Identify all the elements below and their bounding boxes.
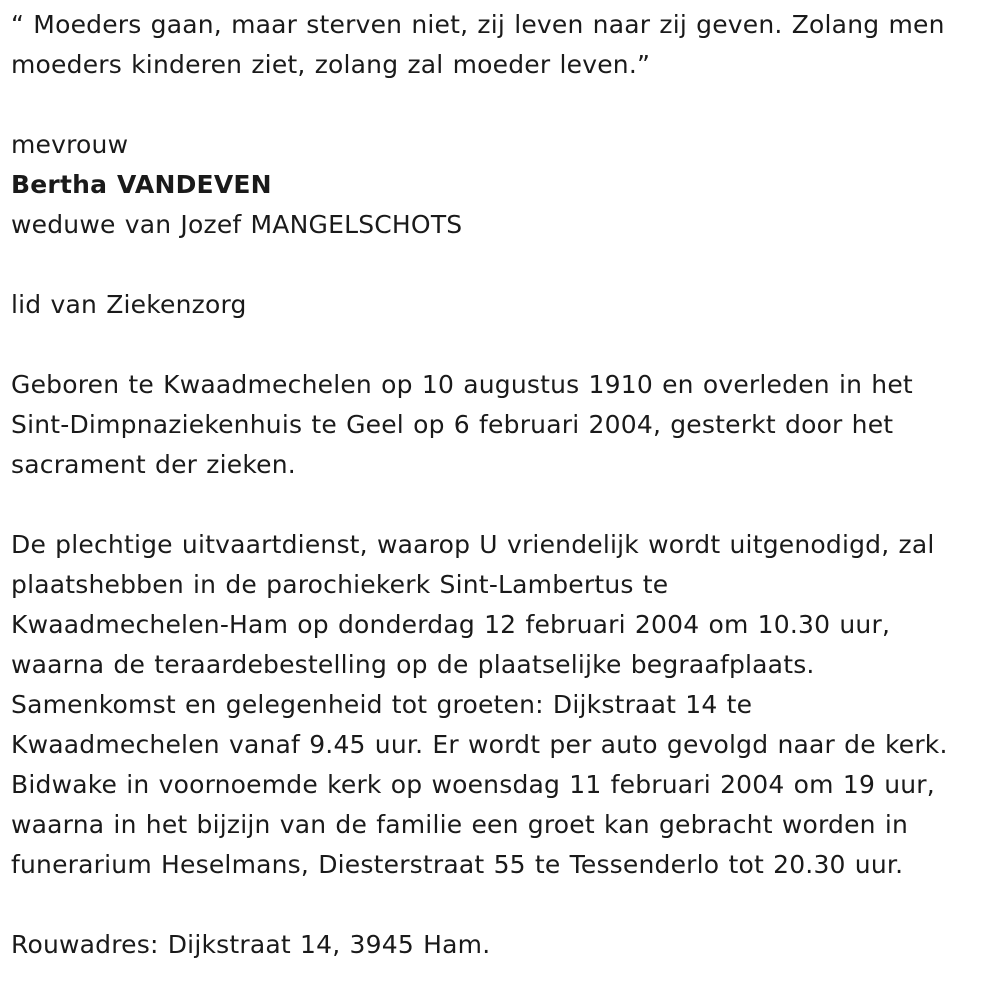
person-name: Bertha VANDEVEN: [11, 170, 272, 199]
spacer: [11, 325, 996, 365]
funeral-line: Samenkomst en gelegenheid tot groeten: Dijkstraat 14 te: [11, 690, 753, 719]
spacer: [11, 85, 996, 125]
funeral-line: waarna de teraardebestelling op de plaatselijke begraafplaats.: [11, 650, 815, 679]
funeral-line: Kwaadmechelen vanaf 9.45 uur. Er wordt per auto gevolgd naar de kerk.: [11, 730, 948, 759]
funeral-line: Kwaadmechelen-Ham op donderdag 12 februari 2004 om 10.30 uur,: [11, 610, 891, 639]
birth-death-line: Geboren te Kwaadmechelen op 10 augustus 1910 en overleden in het: [11, 370, 913, 399]
death-notice: [11, 5, 996, 965]
mourning-address: Rouwadres: Dijkstraat 14, 3945 Ham.: [11, 930, 491, 959]
funeral-line: funerarium Heselmans, Diesterstraat 55 te Tessenderlo tot 20.30 uur.: [11, 850, 904, 879]
spacer: [11, 885, 996, 925]
spacer: [11, 485, 996, 525]
spacer: [11, 245, 996, 285]
birth-death-line: Sint-Dimpnaziekenhuis te Geel op 6 februari 2004, gesterkt door het: [11, 410, 894, 439]
funeral-line: plaatshebben in de parochiekerk Sint-Lambertus te: [11, 570, 669, 599]
person-spouse: weduwe van Jozef MANGELSCHOTS: [11, 210, 463, 239]
person-membership: lid van Ziekenzorg: [11, 290, 247, 319]
quote-line-2: moeders kinderen ziet, zolang zal moeder leven.”: [11, 50, 651, 79]
birth-death-line: sacrament der zieken.: [11, 450, 296, 479]
quote-line-1: “ Moeders gaan, maar sterven niet, zij leven naar zij geven. Zolang men: [11, 10, 945, 39]
funeral-line: waarna in het bijzijn van de familie een groet kan gebracht worden in: [11, 810, 909, 839]
funeral-line: Bidwake in voornoemde kerk op woensdag 11 februari 2004 om 19 uur,: [11, 770, 935, 799]
person-title: mevrouw: [11, 130, 129, 159]
funeral-line: De plechtige uitvaartdienst, waarop U vriendelijk wordt uitgenodigd, zal: [11, 530, 935, 559]
